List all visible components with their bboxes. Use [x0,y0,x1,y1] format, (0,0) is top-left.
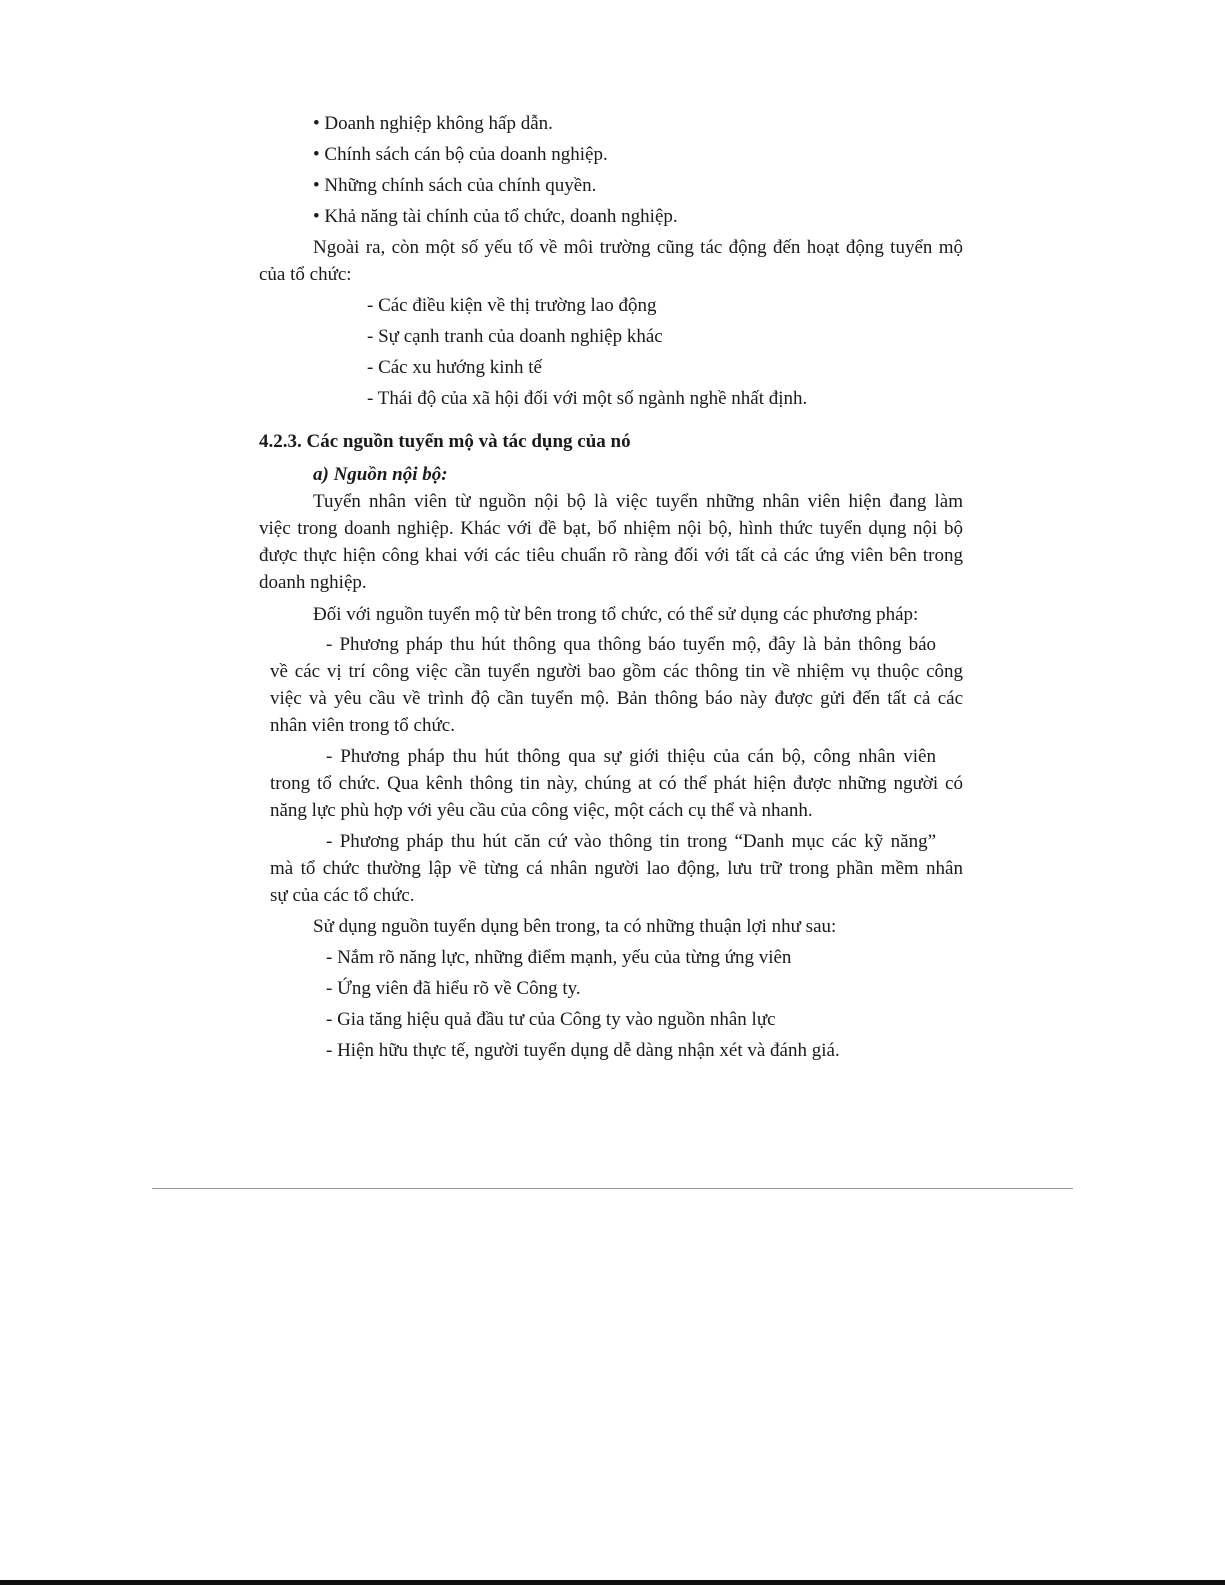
factor-item: • Khả năng tài chính của tổ chức, doanh nghiệp. [313,206,678,227]
page-bottom-border [0,1580,1225,1585]
factor-item: • Doanh nghiệp không hấp dẫn. [313,113,553,134]
env-factor-item: - Thái độ của xã hội đối với một số ngành nghề nhất định. [367,388,808,409]
paragraph-line: doanh nghiệp. [259,572,367,593]
method-line: - Phương pháp thu hút thông qua thông báo tuyển mộ, đây là bản thông báo [326,634,936,655]
footer-divider [152,1188,1073,1189]
method-line: trong tổ chức. Qua kênh thông tin này, chúng at có thể phát hiện được những người có [270,773,963,794]
paragraph-line: Tuyển nhân viên từ nguồn nội bộ là việc tuyển những nhân viên hiện đang làm [313,491,963,512]
method-line: - Phương pháp thu hút căn cứ vào thông tin trong “Danh mục các kỹ năng” [326,831,936,852]
env-factor-item: - Các xu hướng kinh tế [367,357,542,378]
advantage-item: - Ứng viên đã hiểu rõ về Công ty. [326,978,581,999]
paragraph-line: việc trong doanh nghiệp. Khác với đề bạt, bổ nhiệm nội bộ, hình thức tuyển dụng nội bộ [259,518,963,539]
factor-item: • Những chính sách của chính quyền. [313,175,597,196]
subheading: a) Nguồn nội bộ: [313,464,448,485]
method-line: về các vị trí công việc cần tuyển người bao gồm các thông tin về nhiệm vụ thuộc công [270,661,963,682]
method-line: năng lực phù hợp với yêu cầu của công việc, một cách cụ thể và nhanh. [270,800,813,821]
factor-item: • Chính sách cán bộ của doanh nghiệp. [313,144,608,165]
method-line: sự của các tổ chức. [270,885,415,906]
method-line: - Phương pháp thu hút thông qua sự giới thiệu của cán bộ, công nhân viên [326,746,936,767]
env-factor-item: - Các điều kiện về thị trường lao động [367,295,657,316]
advantage-item: - Hiện hữu thực tế, người tuyển dụng dễ dàng nhận xét và đánh giá. [326,1040,840,1061]
method-line: mà tổ chức thường lập về từng cá nhân người lao động, lưu trữ trong phần mềm nhân [270,858,963,879]
paragraph-line: được thực hiện công khai với các tiêu chuẩn rõ ràng đối với tất cả các ứng viên bên trong [259,545,963,566]
section-heading: 4.2.3. Các nguồn tuyển mộ và tác dụng của nó [259,431,631,452]
env-factor-item: - Sự cạnh tranh của doanh nghiệp khác [367,326,663,347]
advantage-item: - Gia tăng hiệu quả đầu tư của Công ty vào nguồn nhân lực [326,1009,776,1030]
env-intro-line: của tổ chức: [259,264,352,285]
advantage-item: - Nắm rõ năng lực, những điểm mạnh, yếu của từng ứng viên [326,947,792,968]
method-line: việc và yêu cầu về trình độ cần tuyển mộ. Bản thông báo này được gửi đến tất cả các [270,688,963,709]
methods-intro: Đối với nguồn tuyển mộ từ bên trong tổ chức, có thể sử dụng các phương pháp: [313,604,919,625]
advantages-intro: Sử dụng nguồn tuyển dụng bên trong, ta có những thuận lợi như sau: [313,916,837,937]
env-intro-line: Ngoài ra, còn một số yếu tố về môi trường cũng tác động đến hoạt động tuyển mộ [313,237,963,258]
method-line: nhân viên trong tổ chức. [270,715,455,736]
